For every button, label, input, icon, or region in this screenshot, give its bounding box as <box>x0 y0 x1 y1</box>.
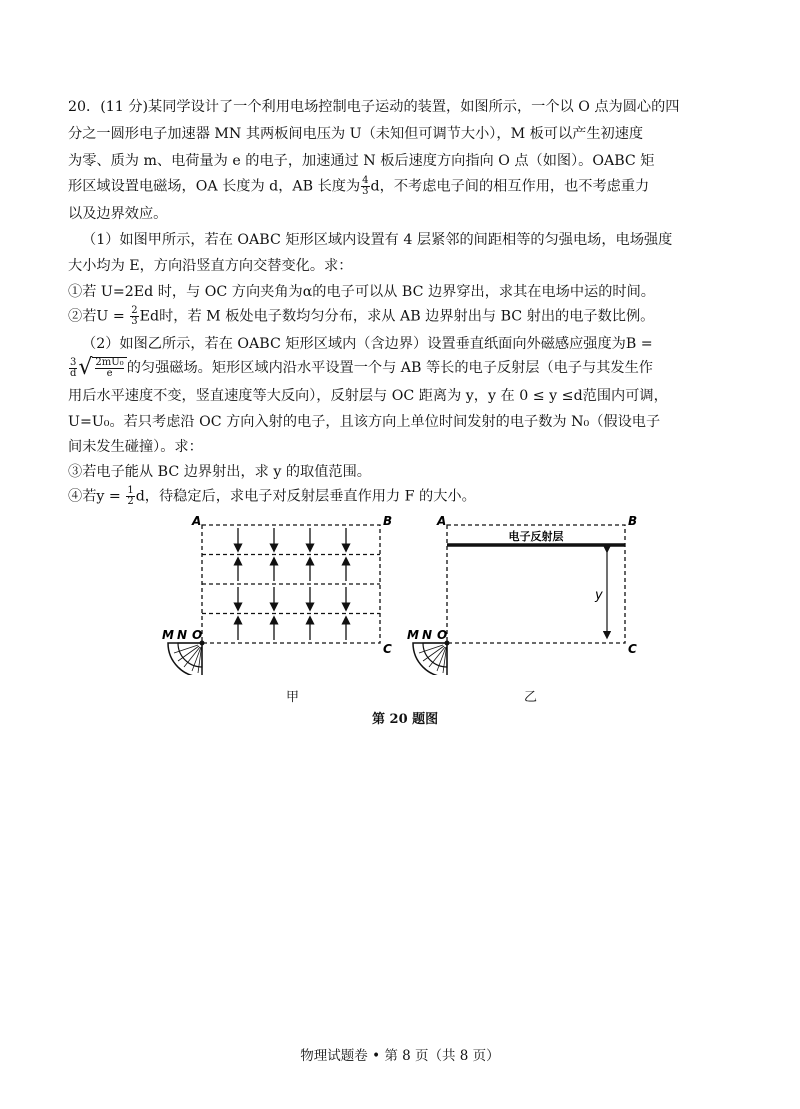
part2-line-4: U=U₀。若只考虑沿 OC 方向入射的电子，且该方向上单位时间发射的电子数为 N₀（假设电子 <box>68 414 661 430</box>
sub-question-2-a: ②若 <box>68 308 97 325</box>
label-b-yi: B <box>628 515 638 528</box>
frac-den: 2 <box>127 496 134 507</box>
label-o-yi: O <box>437 628 448 642</box>
field-arrows-layer-4 <box>238 618 346 640</box>
sub-question-2-u: U = <box>96 308 130 325</box>
sqrt-num: 2mU₀ <box>95 357 124 368</box>
label-y: y <box>595 588 603 603</box>
y-fraction <box>126 486 134 507</box>
part1-line-2: 大小均为 E，方向沿竖直方向交替变化。求： <box>68 258 353 274</box>
part2-line-2 <box>68 357 653 379</box>
label-m-yi: M <box>407 628 419 642</box>
label-c-yi: C <box>628 642 637 656</box>
reflection-layer-label: 电子反射层 <box>508 530 564 543</box>
frac-num: 1 <box>127 485 134 496</box>
ab-length-fraction <box>361 176 369 197</box>
question-line-1: 20．(11 分)某同学设计了一个利用电场控制电子运动的装置，如图所示，一个以 O 点为圆心的四 <box>68 99 680 115</box>
figure-jia <box>150 515 410 675</box>
voltage-fraction <box>130 306 138 327</box>
page-footer: 物理试题卷 • 第 8 页（共 8 页） <box>300 1048 500 1064</box>
frac-den: d <box>69 367 77 379</box>
sqrt-den: e <box>106 368 113 379</box>
frac-num: 4 <box>362 175 369 186</box>
part2-line-2-text: 的匀强磁场。矩形区域内沿水平设置一个与 AB 等长的电子反射层（电子与其发生作 <box>126 360 653 376</box>
question-line-5: 以及边界效应。 <box>68 206 168 222</box>
sub-question-4 <box>68 486 476 507</box>
sqrt-content <box>92 357 126 379</box>
sub-question-3: ③若电子能从 BC 边界射出，求 y 的取值范围。 <box>68 464 371 480</box>
question-line-4-a: 形区域设置电磁场，OA 长度为 d，AB 长度为 <box>68 178 361 195</box>
frac-num: 2 <box>131 305 138 316</box>
frac-den: 3 <box>131 316 138 327</box>
sqrt-sign: √ <box>78 355 93 380</box>
field-arrows-layer-2 <box>238 559 346 581</box>
label-n-yi: N <box>422 628 433 642</box>
figure-title: 第 20 题图 <box>372 712 439 727</box>
question-line-4-b: d，不考虑电子间的相互作用，也不考虑重力 <box>370 178 650 195</box>
part2-line-5: 间未发生碰撞）。求： <box>68 439 203 455</box>
accelerator-jia <box>168 643 202 675</box>
question-line-3: 为零、质为 m、电荷量为 e 的电子，加速通过 N 板后速度方向指向 O 点（如图）。OABC 矩 <box>68 153 655 169</box>
label-c-jia: C <box>383 642 392 656</box>
accelerator-yi <box>413 643 447 675</box>
sub-question-4-b: d，待稳定后，求电子对反射层垂直作用力 F 的大小。 <box>135 488 476 505</box>
label-m-jia: M <box>162 628 174 642</box>
frac-den: 3 <box>362 186 369 197</box>
part2-line-3: 用后水平速度不变，竖直速度等大反向），反射层与 OC 距离为 y，y 在 0 ≤ y ≤d范围内可调， <box>68 388 668 404</box>
caption-yi: 乙 <box>524 690 538 705</box>
field-arrows-layer-3 <box>238 587 346 609</box>
question-line-2: 分之一圆形电子加速器 MN 其两板间电压为 U（未知但可调节大小），M 板可以产生初速度 <box>68 126 644 142</box>
label-a-jia: A <box>192 515 202 528</box>
sub-question-2-b: Ed时，若 M 板处电子数均匀分布，求从 AB 边界射出与 BC 射出的电子数比例。 <box>139 308 655 325</box>
region-oabc-jia <box>202 525 380 643</box>
sub-question-2 <box>68 306 654 327</box>
label-b-jia: B <box>383 515 393 528</box>
field-arrows-layer-1 <box>238 528 346 550</box>
sub-question-1: ①若 U=2Ed 时，与 OC 方向夹角为α的电子可以从 BC 边界穿出，求其在电场中运的时间。 <box>68 284 655 300</box>
caption-jia: 甲 <box>286 690 300 705</box>
label-n-jia: N <box>177 628 188 642</box>
figure-yi <box>395 515 655 675</box>
part1-line-1: （1）如图甲所示，若在 OABC 矩形区域内设置有 4 层紧邻的间距相等的匀强电场，电场强度 <box>82 232 673 248</box>
question-line-4 <box>68 176 649 197</box>
sub-question-4-a: ④若y = <box>68 488 126 505</box>
part2-line-1: （2）如图乙所示，若在 OABC 矩形区域内（含边界）设置垂直纸面向外磁感应强度为B = <box>82 336 653 352</box>
frac-num: 3 <box>70 356 77 368</box>
field-fraction <box>69 358 77 379</box>
label-o-jia: O <box>192 628 203 642</box>
label-a-yi: A <box>437 515 447 528</box>
